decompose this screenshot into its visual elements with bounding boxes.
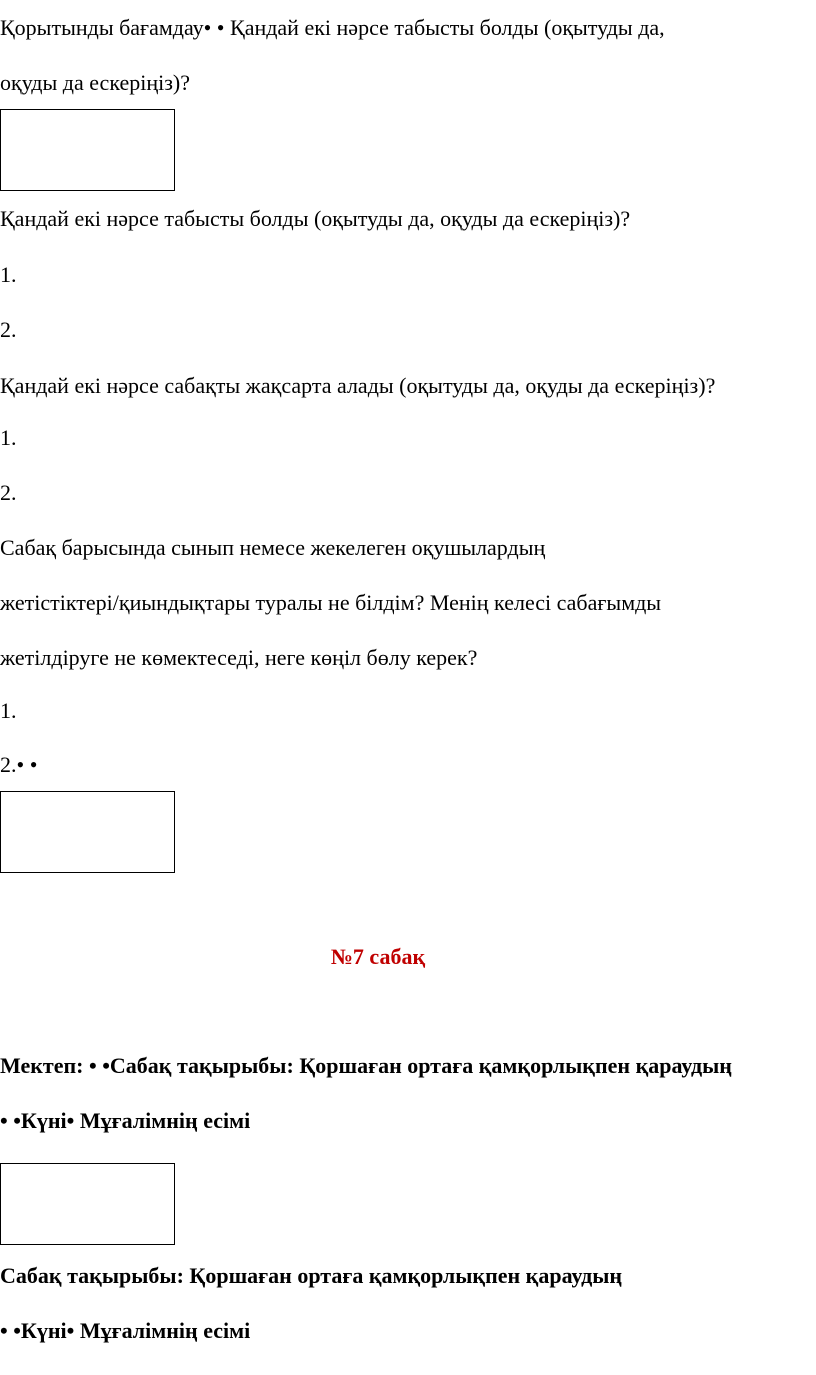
date-teacher-line — [0, 1108, 250, 1134]
list-item-number: 1. — [0, 425, 17, 450]
bullet-marks: • • — [0, 1108, 21, 1133]
teacher-name-label: Мұғалімнің есімі — [74, 1108, 251, 1133]
summary-label: Қорытынды бағамдау — [0, 15, 204, 40]
question-learned-line-2: жетістіктері/қиындықтары туралы не білдім? Менің келесі сабағымды — [0, 590, 662, 615]
question-improvements: Қандай екі нәрсе сабақты жақсарта алады (оқытуды да, оқуды да ескеріңіз)? — [0, 373, 716, 398]
summary-heading-line — [0, 15, 665, 41]
date-teacher-line — [0, 1318, 250, 1344]
date-label: Күні — [20, 1318, 67, 1343]
school-label: Мектеп: — [0, 1053, 84, 1078]
list-item-number: 2. — [0, 752, 17, 777]
list-item-number: 1. — [0, 262, 17, 287]
bullet-marks: • • — [203, 15, 225, 40]
list-item-number: 1. — [0, 698, 17, 723]
date-label: Күні — [20, 1108, 67, 1133]
lesson-topic-text: Сабақ тақырыбы: Қоршаған ортаға қамқорлықпен қараудың — [109, 1053, 732, 1078]
empty-answer-box[interactable] — [0, 1163, 175, 1245]
question-learned-line-1: Сабақ барысында сынып немесе жекелеген оқушылардың — [0, 535, 546, 560]
list-item-number: 2. — [0, 480, 17, 505]
bullet-mark: • — [66, 1108, 75, 1133]
lesson-title: №7 сабақ — [330, 944, 426, 969]
school-topic-line — [0, 1053, 732, 1079]
teacher-name-label: Мұғалімнің есімі — [74, 1318, 251, 1343]
bullet-marks: • • — [0, 1318, 21, 1343]
question-text-continued: оқуды да ескеріңіз)? — [0, 70, 190, 95]
empty-answer-box[interactable] — [0, 791, 175, 873]
lesson-topic-line: Сабақ тақырыбы: Қоршаған ортаға қамқорлықпен қараудың — [0, 1263, 623, 1288]
bullet-marks: • • — [89, 1053, 110, 1078]
question-text-start: Қандай екі нәрсе табысты болды (оқытуды да, — [224, 15, 665, 40]
question-learned-line-3: жетілдіруге не көмектеседі, неге көңіл бөлу керек? — [0, 645, 478, 670]
bullet-marks: • • — [16, 752, 38, 777]
list-item-number: 2. — [0, 317, 17, 342]
bullet-mark: • — [66, 1318, 75, 1343]
list-item-with-bullets — [0, 752, 37, 778]
empty-answer-box[interactable] — [0, 109, 175, 191]
question-successes: Қандай екі нәрсе табысты болды (оқытуды да, оқуды да ескеріңіз)? — [0, 206, 631, 231]
